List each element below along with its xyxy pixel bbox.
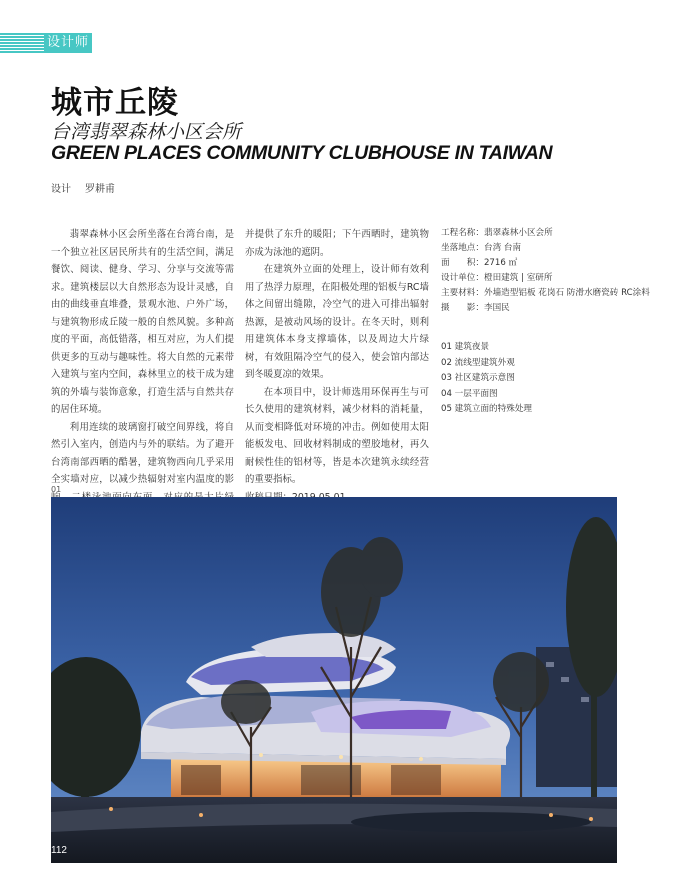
figure-caption: 03 社区建筑示意图	[441, 373, 515, 383]
designer-label: 设计	[51, 184, 71, 195]
figure-caption: 02 流线型建筑外观	[441, 357, 515, 368]
designer-credit	[51, 180, 115, 195]
project-info-item: 面 积：2716 ㎡	[441, 258, 518, 268]
article-title-cn: 城市丘陵	[51, 85, 179, 121]
project-info-item: 坐落地点：台湾 台南	[441, 243, 522, 253]
body-column-1	[51, 226, 234, 524]
designer-name: 罗耕甫	[85, 184, 115, 195]
body-paragraph: 翡翠森林小区会所坐落在台湾台南，是一个独立社区居民所共有的生活空间，满足餐饮、阅读、健身、学习、分享与交流等需求。建筑楼层以大自然形态为设计灵感，自由的曲线垂直堆叠，景观水池、户外广场，与建筑物形成丘陵一般的自然风貌。多种高度的平面，高低错落，相互对应，为人们提供更多的互动与趣味性。将大自然的元素带入建筑与室内空间，森林里立的枝干成为建筑的外墙与装饰意象，打造生活与自然共存的居住环境。	[51, 229, 234, 415]
figure-caption: 04 一层平面图	[441, 388, 498, 399]
project-info-item: 设计单位：橙田建筑 | 室研所	[441, 273, 553, 283]
section-tab	[0, 33, 92, 53]
body-paragraph: 并提供了东升的暖阳；下午西晒时，建筑物亦成为泳池的遮阴。	[245, 229, 429, 258]
body-paragraph: 在本项目中，设计师选用环保再生与可长久使用的建筑材料，减少材料的消耗量，从而变相降低对环境的冲击。例如使用太阳能板发电、回收材料制成的塑胶地材，再久耐候性佳的铝材等，皆是本次建筑永续经营的重要指标。	[245, 386, 429, 485]
body-column-2	[245, 226, 429, 506]
project-info-item: 工程名称：翡翠森林小区会所	[441, 228, 553, 238]
project-info-item: 主要材料：外墙造型铝板 花岗石 防滑水磨瓷砖 RC涂料	[441, 288, 650, 298]
figure-caption-list	[441, 340, 641, 418]
page-number: 112	[51, 845, 67, 856]
project-info-column	[441, 226, 650, 418]
section-tab-stripes	[0, 33, 44, 53]
figure-caption: 05 建筑立面的特殊处理	[441, 404, 533, 414]
figure-caption: 01 建筑夜景	[441, 342, 490, 352]
article-subtitle-cn: 台湾翡翠森林小区会所	[51, 121, 242, 143]
section-tab-label: 设计师	[44, 33, 92, 53]
article-title-en: GREEN PLACES COMMUNITY CLUBHOUSE IN TAIWAN	[51, 142, 553, 164]
clubhouse-night-photo	[51, 497, 617, 863]
project-info-list	[441, 226, 650, 316]
body-paragraph: 利用连续的玻璃窗打破空间界线，将自然引入室内，创造内与外的联结。为了避开台湾南部西晒的酷暑，建筑物西向几乎采用全实墙对应，以减少热辐射对室内温度的影	[51, 421, 234, 485]
project-info-item: 摄 影：李国民	[441, 303, 510, 313]
figure-number: 01	[51, 485, 62, 494]
body-paragraph: 在建筑外立面的处理上，设计师有效利用了热浮力原理，在阳极处理的铝板与RC墙体之间留出缝隙，冷空气的进入可排出辐射热源，是被动风场的设计。在冬天时，则利用建筑体本身支撑墙体，以及周边大片绿树，有效阻隔冷空气的侵入，使会馆内部达到冬暖夏凉的效果。	[245, 264, 429, 380]
